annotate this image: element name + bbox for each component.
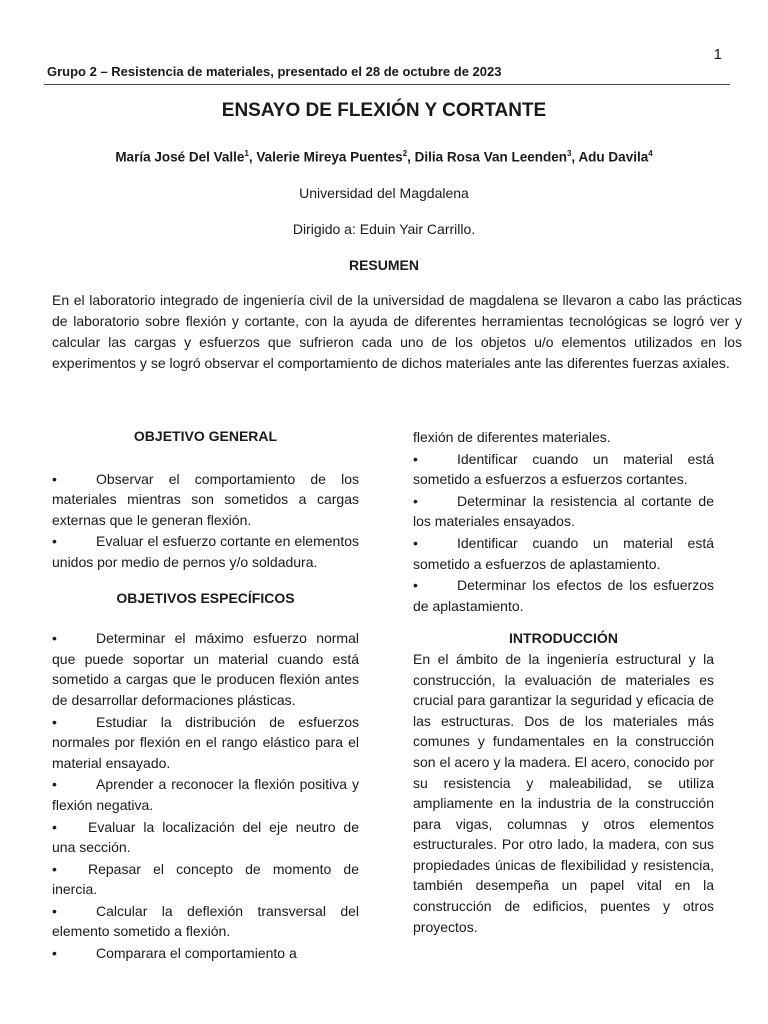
author-list [0,149,768,165]
list-item-text: Calcular la deflexión transversal del elemento sometido a flexión. [52,902,359,940]
specific-objectives-list [52,628,359,964]
list-item-text: Identificar cuando un material está sometido a esfuerzos de aplastamiento. [413,534,714,572]
author-name: María José Del Valle [115,149,245,165]
list-item-text: Evaluar la localización del eje neutro de una sección. [52,818,359,856]
author-name: Valerie Mireya Puentes [256,149,403,165]
abstract-text: En el laboratorio integrado de ingeniería civil de la universidad de magdalena se llevaron a cabo las prácticas de laboratorio sobre flexión y cortante, con la ayuda de diferentes herramientas tecnológicas se logró ver y calcular las cargas y esfuerzos que sufrieron cada uno de los objetos u/o elementos utilizados en los experimentos y se logró observar el comportamiento de dichos materiales ante las diferentes fuerzas axiales. [52,292,742,371]
directed-to: Dirigido a: Eduin Yair Carrillo. [292,221,476,237]
page-number: 1 [713,46,722,63]
list-item-text: Observar el comportamiento de los materiales mientras son sometidos a cargas externas que le generan flexión. [52,470,359,528]
author-name: Adu Davila [578,149,649,165]
list-item [413,491,714,532]
author-name: Dilia Rosa Van Leenden [414,149,567,165]
bullet-icon: • [52,470,57,487]
bullet-icon: • [52,818,57,835]
bullet-icon: • [413,534,418,551]
bullet-icon: • [413,492,418,509]
list-item [52,817,359,858]
continued-text: flexión de diferentes materiales. [413,429,611,445]
list-item [52,531,359,572]
author-separator: , [248,149,257,165]
bullet-icon: • [52,713,57,730]
list-item [52,943,359,964]
list-item-text: Comparara el comportamiento a [96,945,297,962]
bullet-icon: • [52,776,57,793]
list-item-text: Aprender a reconocer la flexión positiva y flexión negativa. [52,776,359,813]
author-affiliation-mark: 4 [648,149,653,158]
bullet-icon: • [52,902,57,919]
running-header: Grupo 2 – Resistencia de materiales, presentado el 28 de octubre de 2023 [47,64,502,79]
list-item-text: Repasar el concepto de momento de inercia. [52,860,359,898]
bullet-icon: • [413,577,418,594]
list-item [52,469,359,531]
bullet-icon: • [413,450,418,467]
bullet-icon: • [52,533,57,550]
list-item [52,901,359,942]
list-item-text: Evaluar el esfuerzo cortante en elementos unidos por medio de pernos y/o soldadura. [52,533,359,570]
list-item [52,774,359,815]
list-item [413,449,714,490]
author-separator: , [571,149,579,165]
left-column [52,426,359,965]
bullet-icon: • [52,860,57,877]
list-item-text: Identificar cuando un material está sometido a esfuerzos a esfuerzos cortantes. [413,450,714,488]
general-objectives-list [52,469,359,573]
list-item [52,712,359,774]
list-item [413,533,714,574]
list-item-text: Determinar el máximo esfuerzo normal que puede soportar un material cuando está sometido a cargas que le producen flexión antes de desarrollar deformaciones plásticas. [52,630,359,708]
list-item [52,859,359,900]
author-separator: , [407,149,415,165]
author-affiliation-mark: 2 [402,149,408,158]
list-item-text: Determinar los efectos de los esfuerzos de aplastamiento. [413,577,714,614]
list-item [52,628,359,710]
specific-objectives-heading: OBJETIVOS ESPECÍFICOS [116,589,295,606]
general-objective-heading: OBJETIVO GENERAL [133,428,278,444]
list-item-text: Estudiar la distribución de esfuerzos normales por flexión en el rango elástico para el material ensayado. [52,713,359,771]
bullet-icon: • [52,630,57,647]
author-affiliation-mark: 1 [244,149,249,158]
paper-title: ENSAYO DE FLEXIÓN Y CORTANTE [221,100,547,121]
university: Universidad del Magdalena [299,185,469,201]
list-item [413,575,714,616]
introduction-heading: INTRODUCCIÓN [509,630,618,647]
right-column [413,427,714,937]
header-rule [44,84,730,85]
author-affiliation-mark: 3 [566,149,572,158]
abstract-heading: RESUMEN [348,257,419,273]
bullet-icon: • [52,945,57,962]
list-item-text: Determinar la resistencia al cortante de los materiales ensayados. [413,492,714,530]
specific-objectives-list-cont [413,449,714,617]
introduction-text: En el ámbito de la ingeniería estructural y la construcción, la evaluación de materiales es crucial para garantizar la seguridad y eficacia de las estructuras. Dos de los materiales más comunes y fundamentales en la construcción son el acero y la madera. El acero, conocido por su resistencia y maleabilidad, se utiliza ampliamente en la industria de la construcción para vigas, columnas y otros elementos estructurales. Por otro lado, la madera, con sus propiedades únicas de flexibilidad y resistencia, también desempeña un papel vital en la construcción de edificios, puentes y otros proyectos. [413,650,714,935]
